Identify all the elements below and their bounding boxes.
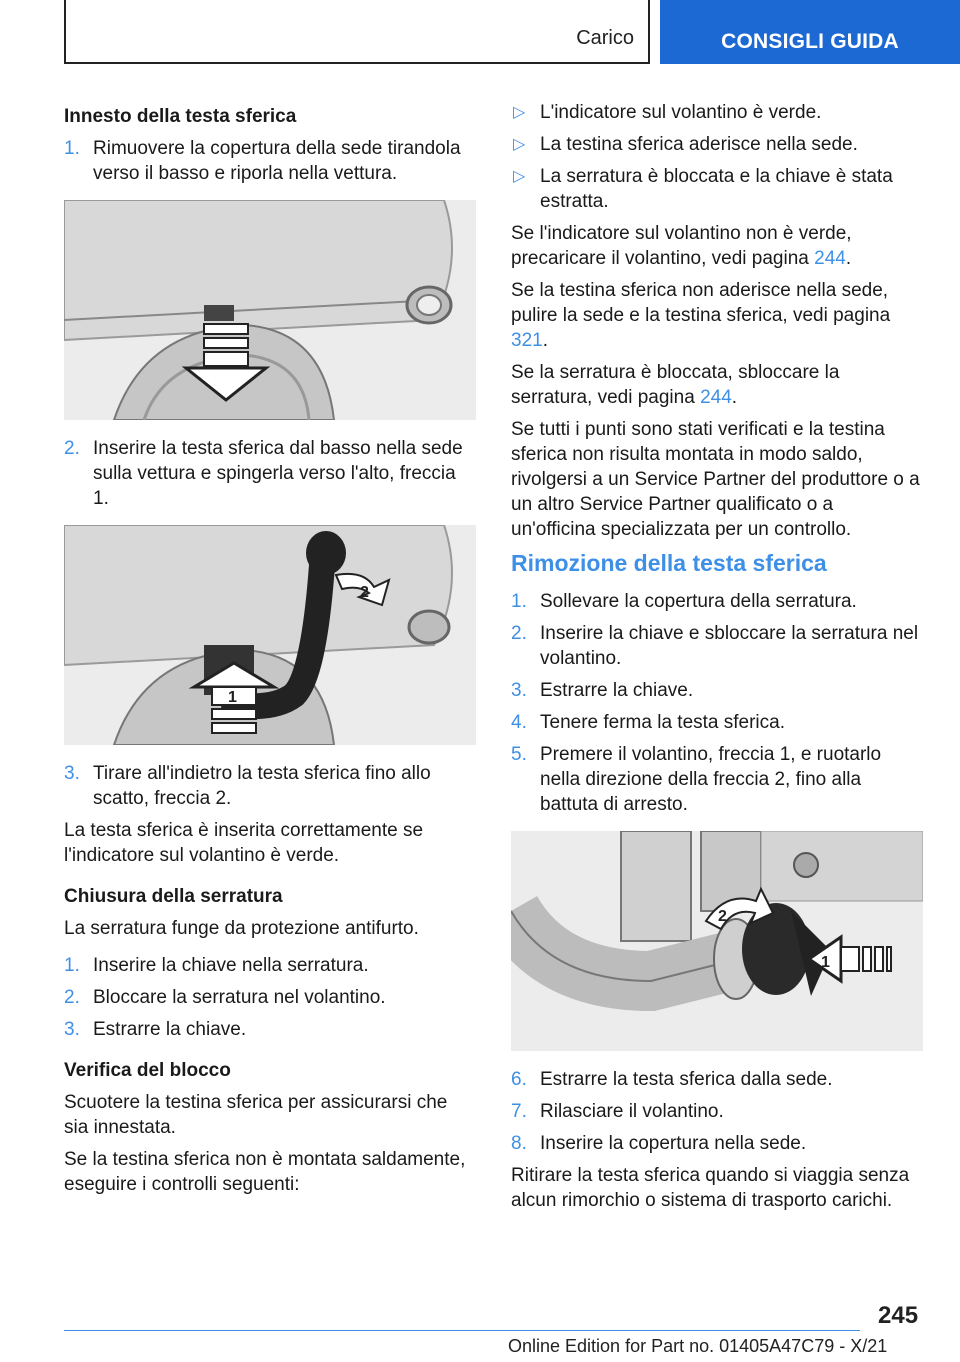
triangle-bullet-icon: ▷ xyxy=(513,136,526,153)
paragraph-final: Ritirare la testa sferica quando si viaggia senza alcun rimorchio o sistema di trasporto carichi. xyxy=(511,1165,910,1211)
step-number: 2. xyxy=(511,623,527,644)
step-text: Premere il volantino, freccia 1, e ruotarlo nella direzione della freccia 2, fino alla battuta di arresto. xyxy=(540,744,882,815)
step-text: Sollevare la copertura della serratura. xyxy=(540,591,857,612)
paragraph-scuotere: Scuotere la testina sferica per assicurarsi che sia innestata. xyxy=(64,1092,448,1138)
paragraph-chiusura: La serratura funge da protezione antifurto. xyxy=(64,918,419,939)
left-column xyxy=(64,100,476,1204)
page-link-321[interactable]: 321 xyxy=(511,330,543,351)
paragraph-text: Se l'indicatore sul volantino non è verde, precaricare il volantino, vedi pagina xyxy=(511,223,852,269)
figure-insert-ball xyxy=(64,525,476,745)
heading-verifica: Verifica del blocco xyxy=(64,1060,231,1081)
header-box xyxy=(64,0,650,64)
step-text: Tenere ferma la testa sferica. xyxy=(540,712,785,733)
figure-rotate-handwheel xyxy=(511,831,923,1051)
step-number: 1. xyxy=(64,138,80,159)
step-number: 1. xyxy=(64,955,80,976)
step-text: Inserire la chiave e sbloccare la serratura nel volantino. xyxy=(540,623,919,669)
step-text: Inserire la testa sferica dal basso nella sede sulla vettura e spingerla verso l'alto, freccia 1. xyxy=(93,438,463,509)
check-bullet-2 xyxy=(511,132,923,157)
bullet-text: L'indicatore sul volantino è verde. xyxy=(540,102,822,123)
chiusura-step-3 xyxy=(64,1017,476,1042)
page-link-244b[interactable]: 244 xyxy=(700,387,732,408)
figure-remove-cover xyxy=(64,200,476,420)
step-number: 4. xyxy=(511,712,527,733)
rimozione-step-3 xyxy=(511,678,923,703)
step-number: 3. xyxy=(64,763,80,784)
rimozione-step-4 xyxy=(511,710,923,735)
step-number: 2. xyxy=(64,987,80,1008)
footer-divider xyxy=(64,1330,860,1331)
triangle-bullet-icon: ▷ xyxy=(513,168,526,185)
paragraph-precaricare: Se l'indicatore sul volantino non è verde, precaricare il volantino, vedi pagina 244. xyxy=(511,223,852,269)
step-number: 1. xyxy=(511,591,527,612)
section-title: Carico xyxy=(576,27,634,49)
step-text: Rimuovere la copertura della sede tirandola verso il basso e riporla nella vettura. xyxy=(93,138,461,184)
paragraph-se-non: Se la testina sferica non è montata saldamente, eseguire i controlli seguenti: xyxy=(64,1149,466,1195)
step-number: 2. xyxy=(64,438,80,459)
paragraph-text: Se la serratura è bloccata, sbloccare la serratura, vedi pagina xyxy=(511,362,840,408)
heading-rimozione: Rimozione della testa sferica xyxy=(511,550,827,576)
triangle-bullet-icon: ▷ xyxy=(513,104,526,121)
footer-edition: Online Edition for Part no. 01405A47C79 - X/21 xyxy=(508,1336,888,1356)
bullet-text: La testina sferica aderisce nella sede. xyxy=(540,134,858,155)
paragraph-sbloccare: Se la serratura è bloccata, sbloccare la serratura, vedi pagina 244. xyxy=(511,362,840,408)
arrow-1-label: 1 xyxy=(228,689,237,706)
innesto-step-1 xyxy=(64,136,476,186)
step-number: 7. xyxy=(511,1101,527,1122)
chiusura-step-1 xyxy=(64,953,476,978)
step-number: 8. xyxy=(511,1133,527,1154)
chiusura-step-2 xyxy=(64,985,476,1010)
step-text: Inserire la copertura nella sede. xyxy=(540,1133,807,1154)
step-text: Tirare all'indietro la testa sferica fino allo scatto, freccia 2. xyxy=(93,763,431,809)
paragraph-pulire: Se la testina sferica non aderisce nella sede, pulire la sede e la testina sferica, vedi pagina 321. xyxy=(511,280,891,351)
rimozione-step-5 xyxy=(511,742,923,817)
bullet-text: La serratura è bloccata e la chiave è stata estratta. xyxy=(540,166,893,212)
heading-chiusura: Chiusura della serratura xyxy=(64,886,283,907)
check-bullet-3 xyxy=(511,164,923,214)
step-text: Estrarre la chiave. xyxy=(93,1019,247,1040)
page-link-244[interactable]: 244 xyxy=(814,248,846,269)
paragraph-text: Se la testina sferica non aderisce nella sede, pulire la sede e la testina sferica, vedi pagina xyxy=(511,280,891,326)
heading-innesto: Innesto della testa sferica xyxy=(64,106,297,127)
arrow-2-label: 2 xyxy=(718,908,727,925)
arrow-2-label: 2 xyxy=(360,584,369,601)
step-number: 5. xyxy=(511,744,527,765)
arrow-1-label: 1 xyxy=(821,954,830,971)
step-number: 3. xyxy=(64,1019,80,1040)
innesto-step-2 xyxy=(64,436,476,511)
rimozione-step-7 xyxy=(511,1099,923,1124)
step-text: Inserire la chiave nella serratura. xyxy=(93,955,369,976)
rimozione-step-8 xyxy=(511,1131,923,1156)
innesto-step-3 xyxy=(64,761,476,811)
step-number: 6. xyxy=(511,1069,527,1090)
step-text: Estrarre la testa sferica dalla sede. xyxy=(540,1069,833,1090)
step-text: Rilasciare il volantino. xyxy=(540,1101,724,1122)
step-text: Estrarre la chiave. xyxy=(540,680,694,701)
rimozione-step-2 xyxy=(511,621,923,671)
page-number: 245 xyxy=(878,1302,919,1329)
step-number: 3. xyxy=(511,680,527,701)
rimozione-step-6 xyxy=(511,1067,923,1092)
chapter-tab[interactable]: CONSIGLI GUIDA xyxy=(660,0,960,64)
right-column xyxy=(511,100,923,1220)
rimozione-step-1 xyxy=(511,589,923,614)
step-text: Bloccare la serratura nel volantino. xyxy=(93,987,386,1008)
check-bullet-1 xyxy=(511,100,923,125)
paragraph-service: Se tutti i punti sono stati verificati e la testina sferica non risulta montata in modo saldo, rivolgersi a un Service Partner del produttore o a un altro Service Partner qualificato o a un'officina specializzata per un controllo. xyxy=(511,419,920,540)
paragraph-inserita: La testa sferica è inserita correttamente se l'indicatore sul volantino è verde. xyxy=(64,820,424,866)
